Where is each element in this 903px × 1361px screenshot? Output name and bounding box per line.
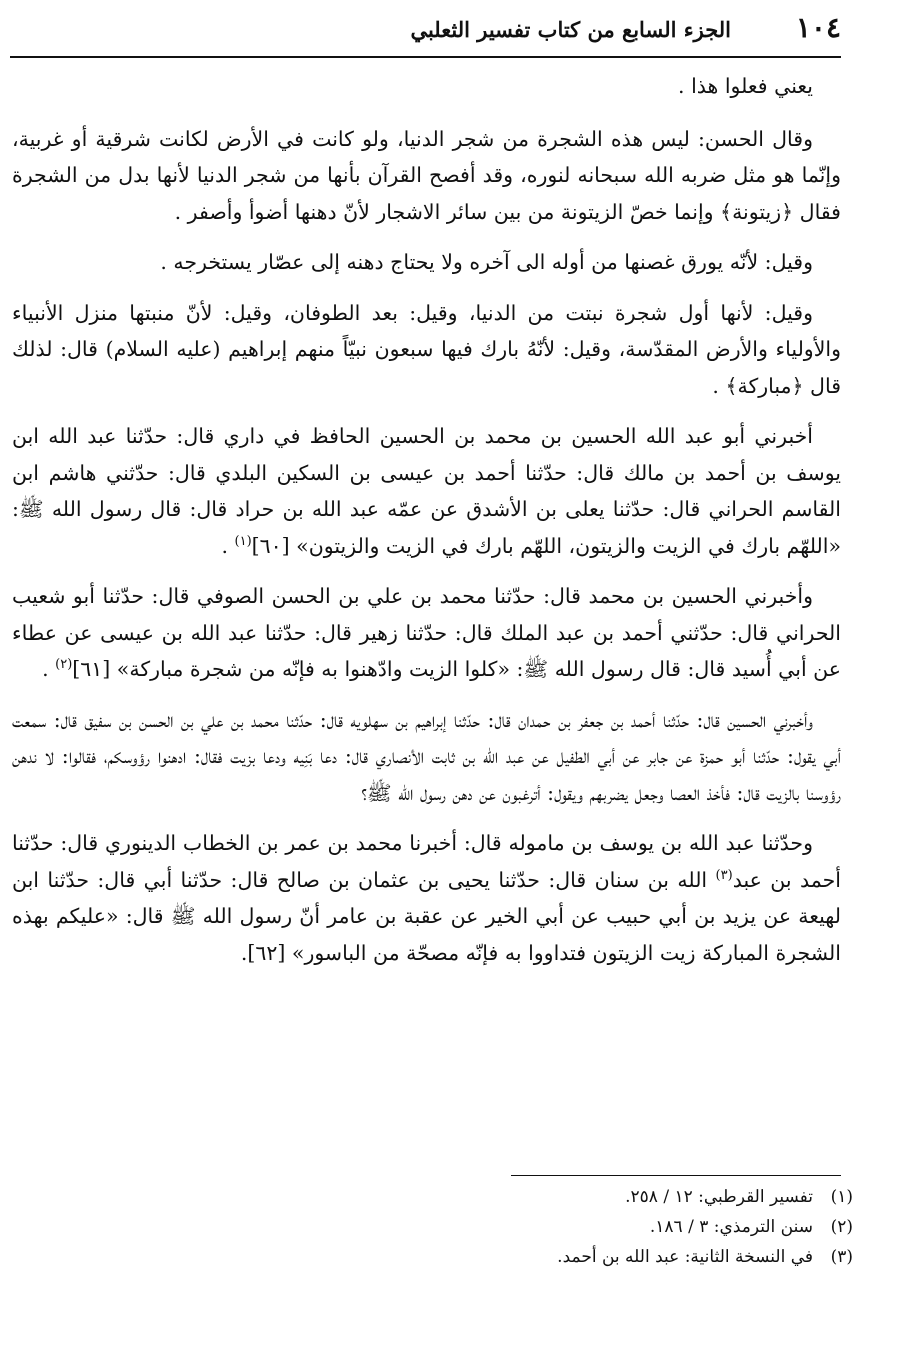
footnote-number: (١): [830, 1187, 853, 1207]
paragraph: وقال الحسن: ليس هذه الشجرة من شجر الدنيا، ولو كانت في الأرض لكانت شرقية أو غربية، وإنّما هو مثل ضربه الله سبحانه لنوره، وقد أفصح القرآن بأنها من شجر الدنيا لأنها بدل من الشجرة فقال ﴿زيتونة﴾ وإنما خصّ الزيتونة من بين سائر الاشجار لأنّ دهنها أضوأ وأصفر .: [12, 126, 841, 224]
paragraph-text: الله بن سنان قال: حدّثنا يحيى بن عثمان بن صالح قال: حدّثنا أبي قال: حدّثنا ابن لهيعة عن يزيد بن أبي حبيب عن أبي الخير عن عقبة بن عامر أنّ رسول الله ﷺ قال: «عليكم بهذه الشجرة المباركة زيت الزيتون فتداووا به فإنّه مصحّة من الباسور» [٦٢].: [12, 867, 841, 965]
footnote-item: [40, 1242, 853, 1272]
footnotes: [40, 1182, 853, 1272]
paragraph: يعني فعلوا هذا .: [678, 74, 813, 98]
footnote-number: (٢): [830, 1217, 853, 1237]
body-text: [12, 68, 841, 985]
footnote-item: [40, 1212, 853, 1242]
footnote-text: تفسير القرطبي: ١٢ / ٢٥٨.: [625, 1187, 813, 1207]
footnote-number: (٣): [830, 1247, 853, 1267]
footnote-ref: (٣): [715, 867, 733, 883]
paragraph: وقيل: لأنها أول شجرة نبتت من الدنيا، وقيل: بعد الطوفان، وقيل: لأنّ منبتها منزل الأنبياء والأولياء والأرض المقدّسة، وقيل: لأنّهُ بارك فيها سبعون نبيّاً منهم إبراهيم (عليه السلام) قال: لذلك قال ﴿مباركة﴾ .: [12, 300, 841, 398]
header-rule: [10, 56, 841, 58]
footnote-ref: (١): [234, 533, 252, 549]
footnote-item: [40, 1182, 853, 1212]
footnote-ref: (٢): [55, 657, 73, 673]
paragraph: وأخبرني الحسين بن محمد قال: حدّثنا محمد بن علي بن الحسن الصوفي قال: حدّثنا أبو شعيب الحراني قال: حدّثني أحمد بن عبد الملك قال: حدّثنا زهير قال: حدّثنا عبد الله بن عيسى عن عطاء عن أبي أُسيد قال: قال رسول الله ﷺ: «كلوا الزيت وادّهنوا به فإنّه من شجرة مباركة» [٦١]$^{(٢)}$ .: [12, 584, 841, 681]
page-number: ١٠٤: [795, 11, 841, 44]
paragraph: أخبرني أبو عبد الله الحسين بن محمد بن الحسين الحافظ في داري قال: حدّثنا عبد الله ابن يوسف بن أحمد بن مالك قال: حدّثنا أحمد بن عيسى بن السكين البلدي قال: حدّثني هاشم ابن القاسم الحراني قال: حدّثنا يعلى بن الأشدق عن عمّه عبد الله بن حراد قال: قال رسول الله ﷺ: «اللهّم بارك في الزيت والزيتون، اللهّم بارك في الزيت والزيتون» [٦٠]$^{(١)}$ .: [12, 424, 841, 558]
paragraph: [12, 825, 841, 971]
paragraph-text: أخبرني أبو عبد الله الحسين بن محمد بن الحسين الحافظ في داري قال: حدّثنا عبد الله ابن يوسف بن أحمد بن مالك قال: حدّثنا أحمد بن عيسى بن السكين البلدي قال: حدّثني هاشم ابن القاسم الحراني قال: حدّثنا يعلى بن الأشدق عن عمّه عبد الله بن حراد قال: قال رسول الله ﷺ: «اللهّم بارك في الزيت والزيتون، اللهّم بارك في الزيت والزيتون» [٦٠]: [12, 424, 841, 558]
paragraph: وقيل: لأنّه يورق غصنها من أوله الى آخره ولا يحتاج دهنه إلى عصّار يستخرجه .: [160, 250, 813, 274]
paragraph-text: وحدّثنا عبد الله بن يوسف بن ماموله قال: أخبرنا محمد بن عمر بن الخطاب الدينوري قال: حدّثنا أحمد بن عبد: [12, 831, 841, 892]
page-header: [10, 8, 841, 54]
paragraph: وأخبرني الحسين قال: حدّثنا أحمد بن جعفر بن حمدان قال: حدّثنا إبراهيم بن سهلويه قال: حدّثنا محمد بن علي بن الحسن بن سفيق قال: سمعت أبي يقول: حدّثنا أبو حمزة عن جابر عن أبي الطفيل عن عبد الله بن ثابت الأنصاري قال: دعا بَنِيه ودعا بزيت فقال: ادهنوا رؤوسكم، فقالوا: لا ندهن رؤوسنا بالزيت قال: فأخذ العصا وجعل يضربهم ويقول: أترغبون عن دهن رسول الله ﷺ؟: [12, 707, 841, 805]
paragraph-text: وأخبرني الحسين بن محمد قال: حدّثنا محمد بن علي بن الحسن الصوفي قال: حدّثنا أبو شعيب الحراني قال: حدّثني أحمد بن عبد الملك قال: حدّثنا زهير قال: حدّثنا عبد الله بن عيسى عن عطاء عن أبي أُسيد قال: قال رسول الله ﷺ: «كلوا الزيت وادّهنوا به فإنّه من شجرة مباركة» [٦١]: [12, 584, 841, 681]
footnote-text: في النسخة الثانية: عبد الله بن أحمد.: [557, 1247, 813, 1267]
footnote-rule: [511, 1175, 841, 1176]
footnote-text: سنن الترمذي: ٣ / ١٨٦.: [649, 1217, 813, 1237]
running-title: الجزء السابع من كتاب تفسير الثعلبي: [410, 17, 731, 42]
